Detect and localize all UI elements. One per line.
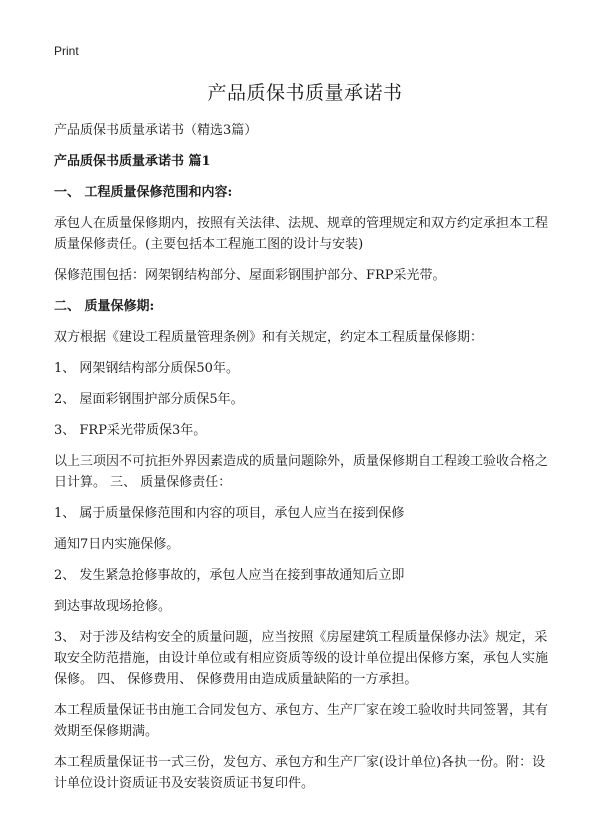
list-item-roof: 2、 屋面彩钢围护部分质保5年。	[54, 392, 244, 407]
paragraph-scope-items: 保修范围包括：网架钢结构部分、屋面彩钢围护部分、FRP采光带。	[54, 268, 446, 283]
paragraph-exclusions: 以上三项因不可抗拒外界因素造成的质量问题除外，质量保修期自工程竣工验收合格之日计算。 三、 质量保修责任：	[54, 454, 549, 490]
paragraph-emergency-arrival: 到达事故现场抢修。	[54, 599, 172, 614]
list-item-steel-structure: 1、 网架钢结构部分质保50年。	[54, 361, 239, 376]
paragraph-responsibility: 承包人在质量保修期内，按照有关法律、法规、规章的管理规定和双方约定承担本工程质量保修责任。(主要包括本工程施工图的设计与安装)	[54, 216, 549, 252]
document-title: 产品质保书质量承诺书	[207, 82, 403, 104]
list-item-frp: 3、 FRP采光带质保3年。	[54, 423, 207, 438]
heading-warranty-period: 二、 质量保修期:	[54, 299, 155, 314]
list-item-repair-scope: 1、 属于质量保修范围和内容的项目，承包人应当在接到保修	[54, 506, 405, 521]
section-heading-part1: 产品质保书质量承诺书 篇1	[54, 154, 211, 169]
print-label: Print	[54, 44, 79, 58]
list-item-emergency: 2、 发生紧急抢修事故的，承包人应当在接到事故通知后立即	[54, 568, 405, 583]
paragraph-copies: 本工程质量保证书一式三份，发包方、承包方和生产厂家(设计单位)各执一份。附：设计单位设计资质证书及安装资质证书复印件。	[54, 755, 546, 791]
list-item-structural-safety: 3、 对于涉及结构安全的质量问题，应当按照《房屋建筑工程质量保修办法》规定，采取安全防范措施，由设计单位或有相应资质等级的设计单位提出保修方案，承包人实施保修。 四、 保修费用、 保修费用由造成质量缺陷的一方承担。	[54, 630, 549, 687]
subtitle: 产品质保书质量承诺书（精选3篇）	[54, 123, 258, 138]
paragraph-signing: 本工程质量保证书由施工合同发包方、承包方、生产厂家在竣工验收时共同签署，其有效期至保修期满。	[54, 703, 549, 739]
paragraph-period-agreement: 双方根据《建设工程质量管理条例》和有关规定，约定本工程质量保修期：	[54, 330, 484, 345]
heading-warranty-scope: 一、 工程质量保修范围和内容:	[54, 185, 233, 200]
paragraph-repair-notice: 通知7日内实施保修。	[54, 537, 180, 552]
